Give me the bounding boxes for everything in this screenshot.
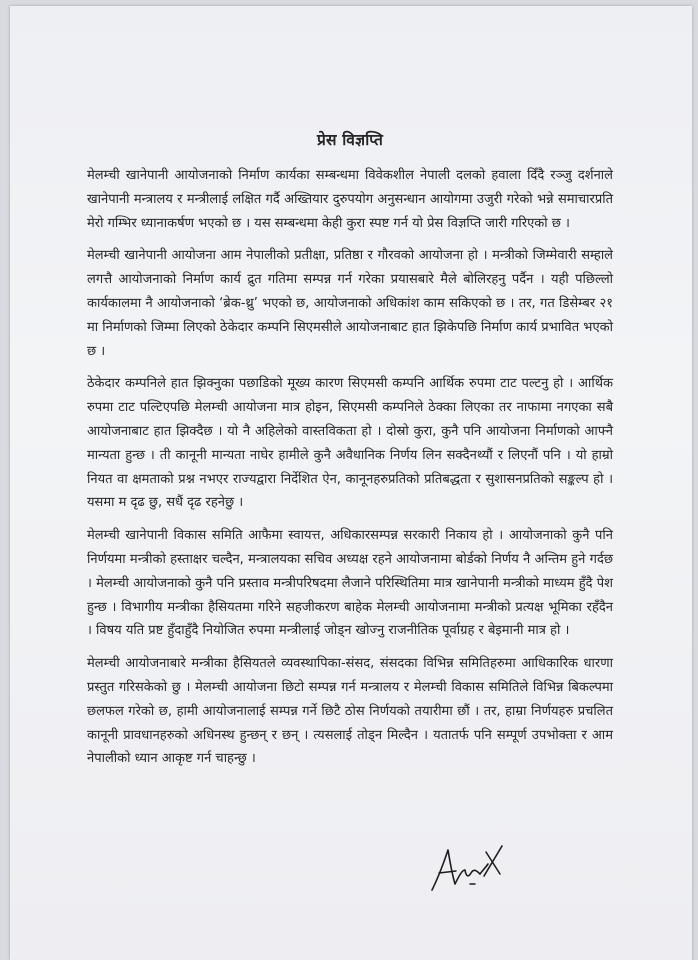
paragraph-3: ठेकेदार कम्पनिले हात झिक्नुका पछाडिको मूख्य कारण सिएमसी कम्पनि आर्थिक रुपमा टाट पल्टनु हो । आर्थिक रुपमा टाट पल्टिएपछि मेलम्ची आयोजना मात्र होइन, सिएमसी कम्पनिले ठेक्का लिएका तर नाफामा नगएका सबै आयोजनाबाट हात झिक्दैछ । यो नै अहिलेको वास्तविकता हो । दोस्रो कुरा, कुनै पनि आयोजना निर्माणको आफ्नै मान्यता हुन्छ । ती कानूनी मान्यता नाघेर हामीले कुनै अवैधानिक निर्णय लिन सक्दैनथ्यौं र लिएनौं पनि । यो हाम्रो नियत वा क्षमताको प्रश्न नभएर राज्यद्वारा निर्देशित ऐन, कानूनहरुप्रतिको प्रतिबद्धता र सुशासनप्रतिको सङ्कल्प हो । यसमा म दृढ छु, सधैं दृढ रहनेछु । [87, 376, 613, 511]
document-title: प्रेस विज्ञप्ति [316, 131, 384, 149]
press-release-body [87, 128, 613, 780]
handwritten-signature [428, 840, 506, 896]
paragraph-1: मेलम्ची खानेपानी आयोजनाको निर्माण कार्यका सम्बन्धमा विवेकशील नेपाली दलको हवाला दिँदै रञ्जु दर्शनाले खानेपानी मन्त्रालय र मन्त्रीलाई लक्षित गर्दै अख्तियार दुरुपयोग अनुसन्धान आयोगमा उजुरी गरेको भन्ने समाचारप्रति मेरो गम्भिर ध्यानाकर्षण भएको छ । यस सम्बन्धमा केही कुरा स्पष्ट गर्न यो प्रेस विज्ञप्ति जारी गरिएको छ । [87, 168, 613, 231]
paragraph-2: मेलम्ची खानेपानी आयोजना आम नेपालीको प्रतीक्षा, प्रतिष्ठा र गौरवको आयोजना हो । मन्त्रीको जिम्मेवारी सम्हाले लगत्तै आयोजनाको निर्माण कार्य द्रुत गतिमा सम्पन्न गर्न गरेका प्रयासबारे मैले बोलिरहनु पर्दैन । यही पछिल्लो कार्यकालमा नै आयोजनाको ‘ब्रेक-थ्रु’ भएको छ, आयोजनाको अधिकांश काम सकिएको छ । तर, गत डिसेम्बर २१ मा निर्माणको जिम्मा लिएको ठेकेदार कम्पनि सिएमसीले आयोजनाबाट हात झिकेपछि निर्माण कार्य प्रभावित भएको छ । [87, 248, 613, 359]
paragraph-4: मेलम्ची खानेपानी विकास समिति आफैमा स्वायत्त, अधिकारसम्पन्न सरकारी निकाय हो । आयोजनाको कुनै पनि निर्णयमा मन्त्रीको हस्ताक्षर चल्दैन, मन्त्रालयका सचिव अध्यक्ष रहने आयोजनामा बोर्डको निर्णय नै अन्तिम हुने गर्दछ । मेलम्ची आयोजनाको कुनै पनि प्रस्ताव मन्त्रीपरिषदमा लैजाने परिस्थितिमा मात्र खानेपानी मन्त्रीको माध्यम हुँदै पेश हुन्छ । विभागीय मन्त्रीका हैसियतमा गरिने सहजीकरण बाहेक मेलम्ची आयोजनामा मन्त्रीको प्रत्यक्ष भूमिका रहँदैन । विषय यति प्रष्ट हुँदाहुँदै नियोजित रुपमा मन्त्रीलाई जोड्न खोज्नु राजनीतिक पूर्वाग्रह र बेइमानी मात्र हो । [87, 528, 613, 639]
paragraph-5: मेलम्ची आयोजनाबारे मन्त्रीका हैसियतले व्यवस्थापिका-संसद, संसदका विभिन्न समितिहरुमा आधिकारिक धारणा प्रस्तुत गरिसकेको छु । मेलम्ची आयोजना छिटो सम्पन्न गर्न मन्त्रालय र मेलम्ची विकास समितिले विभिन्न बिकल्पमा छलफल गरेको छ, हामी आयोजनालाई सम्पन्न गर्ने छिटै ठोस निर्णयको तयारीमा छौं । तर, हाम्रा निर्णयहरु प्रचलित कानूनी प्रावधानहरुको अधिनस्थ हुन्छन् र छन् । त्यसलाई तोड्न मिल्दैन । यतातर्फ पनि सम्पूर्ण उपभोक्ता र आम नेपालीको ध्यान आकृष्ट गर्न चाहन्छु । [87, 656, 613, 767]
